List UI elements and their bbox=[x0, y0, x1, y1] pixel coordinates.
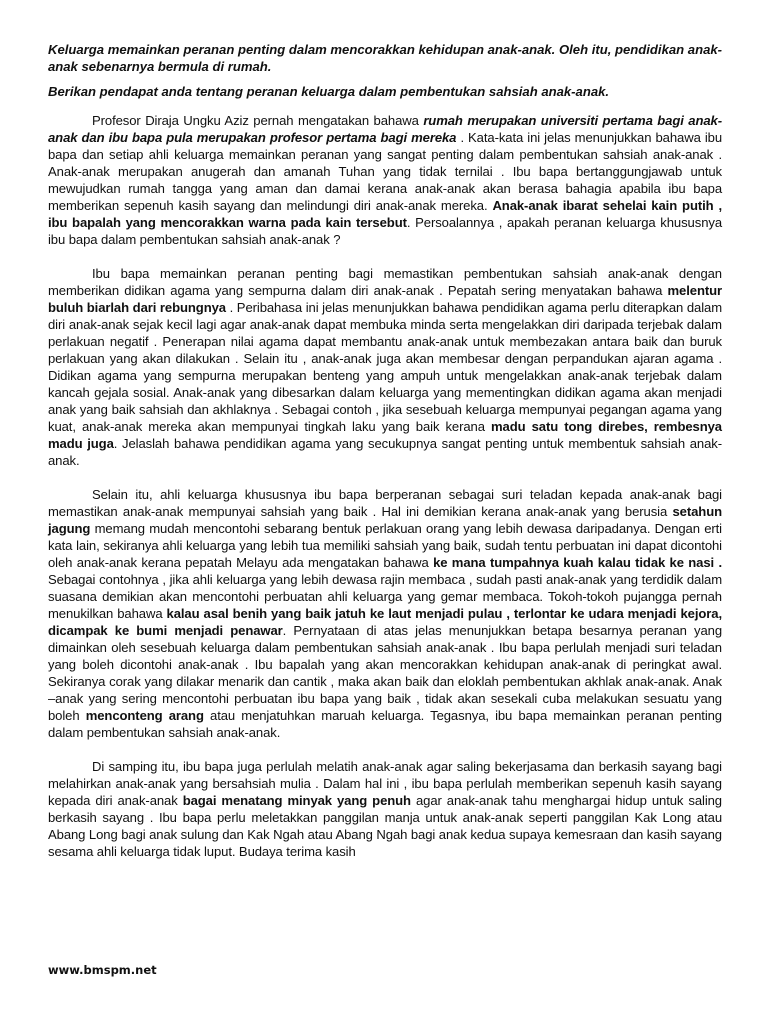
paragraph-text: . Jelaslah bahawa pendidikan agama yang secukupnya sangat penting untuk membentuk sahsiah anak-anak. bbox=[48, 436, 722, 468]
emphasis-text: setahun jagung bbox=[48, 504, 722, 536]
paragraph-text: Ibu bapa memainkan peranan penting bagi memastikan pembentukan sahsiah anak-anak dengan memberikan didikan agama yang sempurna dalam diri anak-anak . Pepatah sering menyatakan bahawa bbox=[48, 266, 722, 298]
emphasis-text: madu satu tong direbes, rembesnya madu juga bbox=[48, 419, 722, 451]
paragraph-text: Selain itu, ahli keluarga khususnya ibu bapa berperanan sebagai suri teladan kepada anak-anak bagi memastikan anak-anak mempunyai sahsiah yang baik . Hal ini demikian kerana anak-anak yang berusia bbox=[48, 487, 722, 519]
paragraph-text: atau menjatuhkan maruah keluarga. Tegasnya, ibu bapa memainkan peranan penting dalam pembentukan sahsiah anak-anak. bbox=[48, 708, 722, 740]
essay-question: Berikan pendapat anda tentang peranan keluarga dalam pembentukan sahsiah anak-anak. bbox=[48, 84, 610, 99]
emphasis-text: melentur buluh biarlah dari rebungnya bbox=[48, 283, 722, 315]
paragraph-text: Sebagai contohnya , jika ahli keluarga yang lebih dewasa rajin membaca , sudah pasti anak-anak yang terdidik dalam suasana demikian akan mencontohi perbuatan ahli keluarga yang gemar membaca. Tokoh-tokoh pujangga pernah menukilkan bahawa bbox=[48, 572, 722, 621]
emphasis-text: kalau asal benih yang baik jatuh ke laut menjadi pulau , terlontar ke udara menjadi kejora, dicampak ke bumi menjadi penawar bbox=[48, 606, 722, 638]
paragraph-text: . Kata-kata ini jelas menunjukkan bahawa ibu bapa dan setiap ahli keluarga memainkan peranan yang sangat penting dalam pembentukan sahsiah anak-anak . Anak-anak merupakan anugerah dan amanah Tuhan yang tidak ternilai . Ibu bapa bertanggungjawab untuk mewujudkan rumah tangga yang aman dan damai kerana anak-anak akan berasa bahagia apabila ibu bapa memberikan sepenuh kasih sayang dan melindungi diri anak-anak mereka. bbox=[48, 130, 723, 213]
paragraph bbox=[48, 112, 722, 248]
paragraph bbox=[48, 758, 722, 860]
paragraph bbox=[48, 486, 722, 741]
paragraph-text: . Pernyataan di atas jelas menunjukkan betapa besarnya peranan yang dimainkan oleh sesebuah keluarga dalam pembentukan sahsiah anak-anak . Ibu bapa perlulah menjadi suri teladan yang boleh dicontohi anak-anak . Ibu bapalah yang akan mencorakkan kehidupan anak-anak di peringkat awal. Sekiranya corak yang dilakar menarik dan cantik , maka akan baik dan eloklah pembentukan akhlak anak-anak. Anak –anak yang sering mencontohi perbuatan ibu bapa yang baik , tidak akan sesekali cuba melakukan sesuatu yang boleh bbox=[48, 623, 722, 723]
paragraph-text: . Persoalannya , apakah peranan keluarga khususnya ibu bapa dalam pembentukan sahsiah anak-anak ? bbox=[48, 215, 723, 247]
emphasis-text: rumah merupakan universiti pertama bagi anak-anak dan ibu bapa pula merupakan profesor pertama bagi mereka bbox=[48, 113, 722, 145]
paragraph bbox=[48, 265, 722, 469]
paragraph-text: Profesor Diraja Ungku Aziz pernah mengatakan bahawa bbox=[92, 113, 424, 128]
paragraph-text: . Peribahasa ini jelas menunjukkan bahawa pendidikan agama perlu diterapkan dalam diri anak-anak sejak kecil lagi agar anak-anak dapat membuka minda serta mengelakkan diri daripada terjebak dalam perlakuan negatif . Penerapan nilai agama dapat membantu anak-anak untuk membezakan antara baik dan buruk perlakuan yang akan dilakukan . Selain itu , anak-anak juga akan membesar dengan perpandukan ajaran agama . Didikan agama yang sempurna merupakan benteng yang ampuh untuk mengelakkan anak-anak terjebak dalam kancah gejala sosial. Anak-anak yang dibesarkan dalam keluarga yang mementingkan didikan agama akan menjadi anak yang baik sahsiah dan akhlaknya . Sebagai contoh , jika sesebuah keluarga mempunyai pegangan agama yang kuat, anak-anak mereka akan mempunyai tingkah laku yang baik kerana bbox=[48, 300, 722, 434]
emphasis-text: bagai menatang minyak yang penuh bbox=[182, 793, 411, 808]
paragraph-text: Di samping itu, ibu bapa juga perlulah melatih anak-anak agar saling bekerjasama dan berkasih sayang bagi melahirkan anak-anak yang bersahsiah mulia . Dalam hal ini , ibu bapa perlulah memberikan sepenuh kasih sayang kepada diri anak-anak bbox=[48, 759, 722, 808]
intro-statement: Keluarga memainkan peranan penting dalam mencorakkan kehidupan anak-anak. Oleh itu, pendidikan anak-anak sebenarnya bermula di rumah. bbox=[48, 42, 722, 74]
paragraph-text: memang mudah mencontohi sebarang bentuk perlakuan orang yang lebih dewasa daripadanya. Dengan erti kata lain, sekiranya ahli keluarga yang lebih tua memiliki sahsiah yang baik, sudah tentu perbuatan ini dapat dicontohi oleh anak-anak kerana pepatah Melayu ada mengatakan bahawa bbox=[48, 521, 722, 570]
essay-body bbox=[48, 112, 722, 860]
emphasis-text: ke mana tumpahnya kuah kalau tidak ke nasi . bbox=[433, 555, 722, 570]
emphasis-text: menconteng arang bbox=[85, 708, 204, 723]
footer-url: www.bmspm.net bbox=[48, 963, 157, 977]
paragraph-text: agar anak-anak tahu menghargai hidup untuk saling berkasih sayang . Ibu bapa perlu meletakkan panggilan manja untuk anak-anak seperti panggilan Kak Long atau Abang Long bagi anak sulung dan Kak Ngah atau Abang Ngah bagi anak kedua supaya kemesraan dan kasih sayang sesama ahli keluarga tidak luput. Budaya terima kasih bbox=[48, 793, 722, 859]
emphasis-text: Anak-anak ibarat sehelai kain putih , ibu bapalah yang mencorakkan warna pada kain tersebut bbox=[48, 198, 723, 230]
